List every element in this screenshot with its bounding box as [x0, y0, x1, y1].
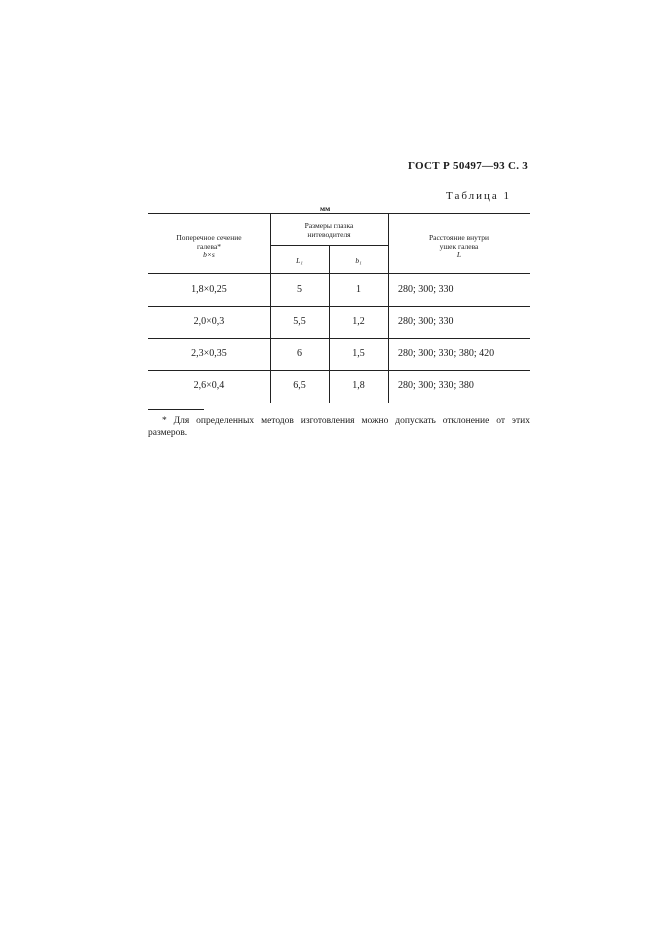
header-eye-dimensions: Размеры глазка нитеводителя	[304, 221, 354, 239]
table-cell-l1: 5,5	[293, 316, 306, 327]
table-top-rule	[148, 213, 530, 214]
column-divider	[270, 213, 271, 403]
table-cell-b1: 1	[356, 284, 361, 295]
table-cell-b1: 1,5	[352, 348, 365, 359]
table-label: Таблица 1	[446, 190, 512, 202]
table-cell-l1: 6	[297, 348, 302, 359]
dimensions-table	[148, 213, 530, 403]
footnote: * Для определенных методов изготовления можно допускать отклонение от этих размеров.	[148, 416, 530, 438]
footnote-rule	[148, 409, 204, 410]
document-code: ГОСТ Р 50497—93 С. 3	[408, 160, 529, 172]
row-divider	[148, 338, 530, 339]
table-cell-distance: 280; 300; 330; 380	[398, 380, 474, 391]
table-cell-section: 2,3×0,35	[191, 348, 227, 359]
row-divider	[148, 370, 530, 371]
header-distance: Расстояние внутри ушек галева L	[428, 233, 490, 260]
units-label: мм	[320, 204, 331, 213]
table-cell-b1: 1,2	[352, 316, 365, 327]
table-cell-distance: 280; 300; 330	[398, 316, 454, 327]
table-cell-section: 2,6×0,4	[193, 380, 225, 391]
header-l1: L₁	[296, 256, 303, 265]
table-cell-b1: 1,8	[352, 380, 365, 391]
table-cell-l1: 6,5	[293, 380, 306, 391]
header-b1: b₁	[355, 256, 362, 265]
table-cell-l1: 5	[297, 284, 302, 295]
header-cross-section: Поперечное сечение галева* b×s	[176, 233, 242, 260]
table-cell-section: 1,8×0,25	[191, 284, 227, 295]
header-bottom-rule	[148, 273, 530, 274]
table-cell-distance: 280; 300; 330	[398, 284, 454, 295]
row-divider	[148, 306, 530, 307]
table-cell-distance: 280; 300; 330; 380; 420	[398, 348, 495, 359]
table-cell-section: 2,0×0,3	[193, 316, 225, 327]
